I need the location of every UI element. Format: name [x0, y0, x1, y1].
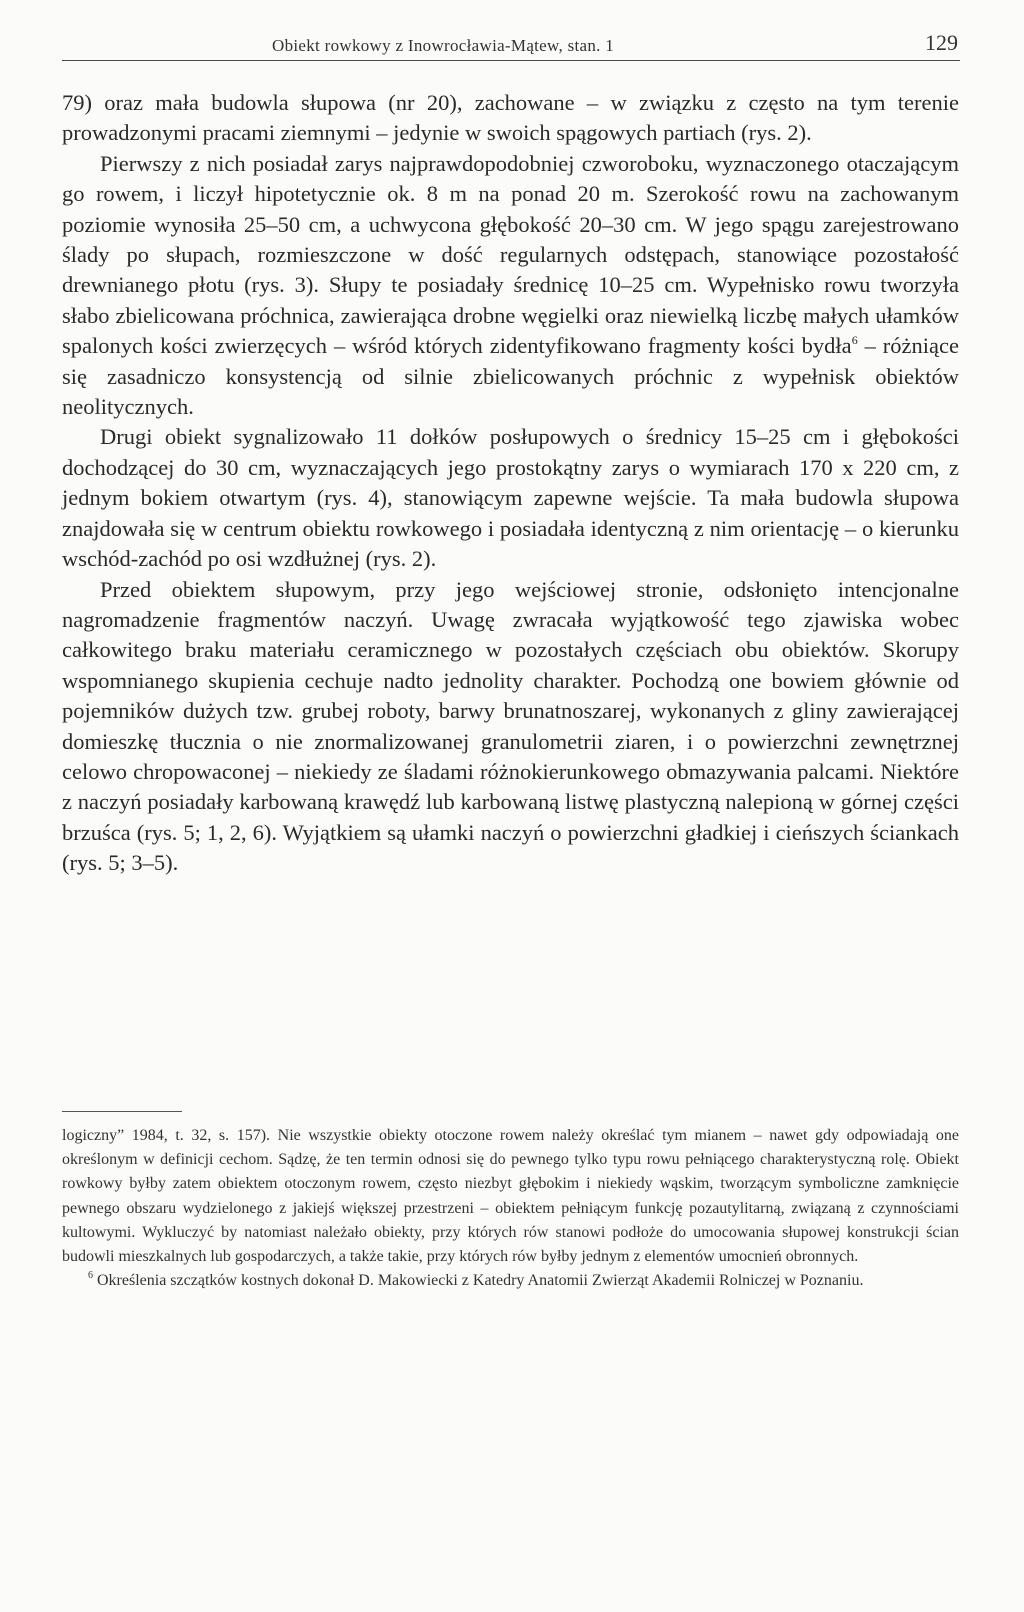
- body-text: [62, 88, 959, 879]
- footnote-text: Określenia szczątków kostnych dokonał D. Makowiecki z Katedry Anatomii Zwierząt Akademii Rolniczej w Poznaniu.: [93, 1272, 864, 1290]
- paragraph-text: Pierwszy z nich posiadał zarys najprawdopodobniej czworoboku, wyznaczonego otaczającym go rowem, i liczył hipotetycznie ok. 8 m na ponad 20 m. Szerokość rowu na zachowanym poziomie wynosiła 25–50 cm, a uchwycona głębokość 20–30 cm. W jego spągu zarejestrowano ślady po słupach, rozmieszczone w dość regularnych odstępach, stanowiące pozostałość drewnianego płotu (rys. 3). Słupy te posiadały średnicę 10–25 cm. Wypełnisko rowu tworzyła słabo zbielicowana próchnica, zawierająca drobne węgielki oraz niewielką liczbę małych ułamków spalonych kości zwierzęcych – wśród których zidentyfikowano fragmenty kości bydła: [62, 150, 959, 359]
- page-header: [62, 30, 960, 61]
- paragraph-second-object: Drugi obiekt sygnalizowało 11 dołków posłupowych o średnicy 15–25 cm i głębokości dochodzącej do 30 cm, wyznaczających jego prostokątny zarys o wymiarach 170 x 220 cm, z jednym bokiem otwartym (rys. 4), stanowiącym zapewne wejście. Ta mała budowla słupowa znajdowała się w centrum obiektu rowkowego i posiadała identyczną z nim orientację – o kierunku wschód-zachód po osi wzdłużnej (rys. 2).: [62, 424, 959, 572]
- paragraph-first-object: [62, 149, 959, 423]
- footnote-marker: 6: [88, 1270, 93, 1282]
- footnote-separator: [62, 1111, 182, 1112]
- footnotes: [62, 1124, 959, 1293]
- paragraph-continuation: 79) oraz mała budowla słupowa (nr 20), zachowane – w związku z często na tym terenie prowadzonymi pracami ziemnymi – jedynie w swoich spągowych partiach (rys. 2).: [62, 90, 959, 146]
- footnote-reference: 6: [851, 333, 858, 348]
- paragraph-text: – różniące się zasadniczo konsystencją od silnie zbielicowanych próchnic z wypełnisk obiektów neolitycznych.: [62, 333, 959, 420]
- footnote-continuation: logiczny” 1984, t. 32, s. 157). Nie wszystkie obiekty otoczone rowem należy określać tym mianem – nawet gdy odpowiadają one określonym w definicji cechom. Sądzę, że ten termin odnosi się do pewnego tylko typu rowu pełniącego charakterystyczną rolę. Obiekt rowkowy byłby zatem obiektem otoczonym rowem, często niezbyt głębokim i niekiedy wąskim, tworzącym symboliczne zamknięcie pewnego obszaru wydzielonego z jakiejś większej przestrzeni – obiektem pełniącym funkcję pozautylitarną, związaną z czynnościami kultowymi. Wykluczyć by natomiast należało obiekty, przy których rów stanowi podłoże do umocowania słupowej konstrukcji ścian budowli mieszkalnych lub gospodarczych, a także takie, przy których rów byłby jednym z elementów umocnień obronnych.: [62, 1127, 959, 1266]
- running-title: Obiekt rowkowy z Inowrocławia-Mątew, stan. 1: [272, 36, 615, 55]
- paragraph-pottery: Przed obiektem słupowym, przy jego wejściowej stronie, odsłonięto intencjonalne nagromadzenie fragmentów naczyń. Uwagę zwracała wyjątkowość tego zjawiska wobec całkowitego braku materiału ceramicznego w pozostałych częściach obu obiektów. Skorupy wspomnianego skupienia cechuje nadto jednolity charakter. Pochodzą one bowiem głównie od pojemników dużych tzw. grubej roboty, barwy brunatnoszarej, wykonanych z gliny zawierającej domieszkę tłucznia o nie znormalizowanej granulometrii ziaren, i o powierzchni zewnętrznej celowo chropowaconej – niekiedy ze śladami różnokierunkowego obmazywania palcami. Niektóre z naczyń posiadały karbowaną krawędź lub karbowaną listwę plastyczną nalepioną w górnej części brzuśca (rys. 5; 1, 2, 6). Wyjątkiem są ułamki naczyń o powierzchni gładkiej i cieńszych ściankach (rys. 5; 3–5).: [62, 576, 959, 876]
- page-number: 129: [925, 30, 958, 55]
- footnote-6: [62, 1269, 959, 1293]
